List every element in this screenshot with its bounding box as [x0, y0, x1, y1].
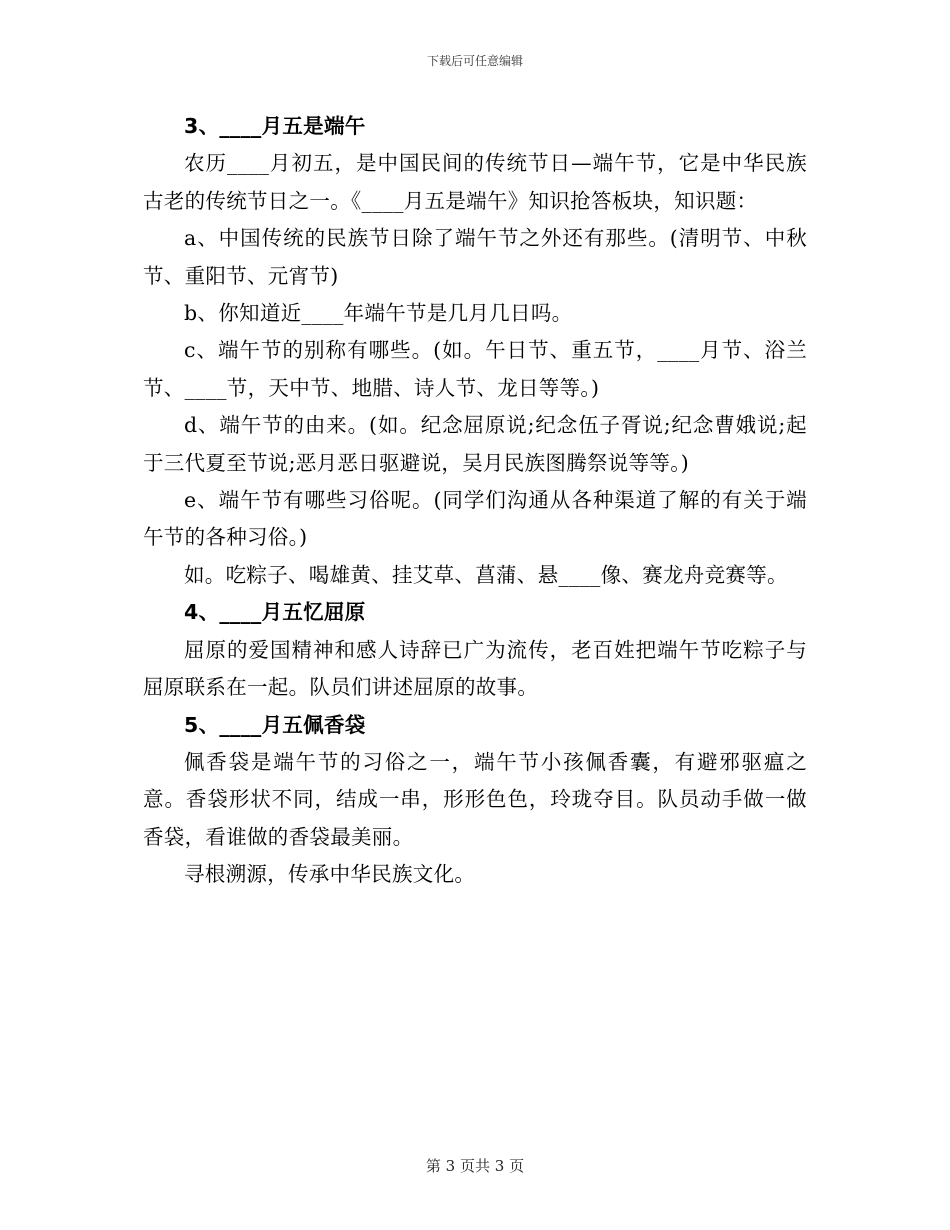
question-c: c、端午节的别称有哪些。(如。午日节、重五节，____月节、浴兰节、____节，天中节、地腊、诗人节、龙日等等。): [143, 338, 807, 400]
section-heading-4: 4、____月五忆屈原: [184, 600, 366, 625]
closing-paragraph: 寻根溯源，传承中华民族文化。: [184, 862, 476, 887]
document-body: [143, 108, 807, 894]
section-heading-5: 5、____月五佩香袋: [184, 712, 366, 737]
question-e: e、端午节有哪些习俗呢。(同学们沟通从各种渠道了解的有关于端午节的各种习俗。): [143, 488, 807, 550]
paragraph: 农历____月初五，是中国民间的传统节日—端午节，它是中华民族古老的传统节日之一。《____月五是端午》知识抢答板块，知识题：: [143, 151, 807, 213]
paragraph: 屈原的爱国精神和感人诗辞已广为流传，老百姓把端午节吃粽子与屈原联系在一起。队员们讲述屈原的故事。: [143, 637, 807, 700]
paragraph: 如。吃粽子、喝雄黄、挂艾草、菖蒲、悬____像、赛龙舟竞赛等。: [184, 562, 788, 587]
page-header: 下载后可任意编辑: [426, 54, 523, 68]
paragraph: 佩香袋是端午节的习俗之一，端午节小孩佩香囊，有避邪驱瘟之意。香袋形状不同，结成一串，形形色色，玲珑夺目。队员动手做一做香袋，看谁做的香袋最美丽。: [143, 749, 807, 849]
question-b: b、你知道近____年端午节是几月几日吗。: [184, 301, 573, 326]
section-heading-3: 3、____月五是端午: [184, 114, 366, 138]
page-footer: 第 3 页共 3 页: [425, 1157, 525, 1175]
question-a: a、中国传统的民族节日除了端午节之外还有那些。(清明节、中秋节、重阳节、元宵节): [143, 226, 807, 288]
question-d: d、端午节的由来。(如。纪念屈原说;纪念伍子胥说;纪念曹娥说;起于三代夏至节说;恶月恶日驱避说，吴月民族图腾祭说等等。): [143, 413, 807, 475]
